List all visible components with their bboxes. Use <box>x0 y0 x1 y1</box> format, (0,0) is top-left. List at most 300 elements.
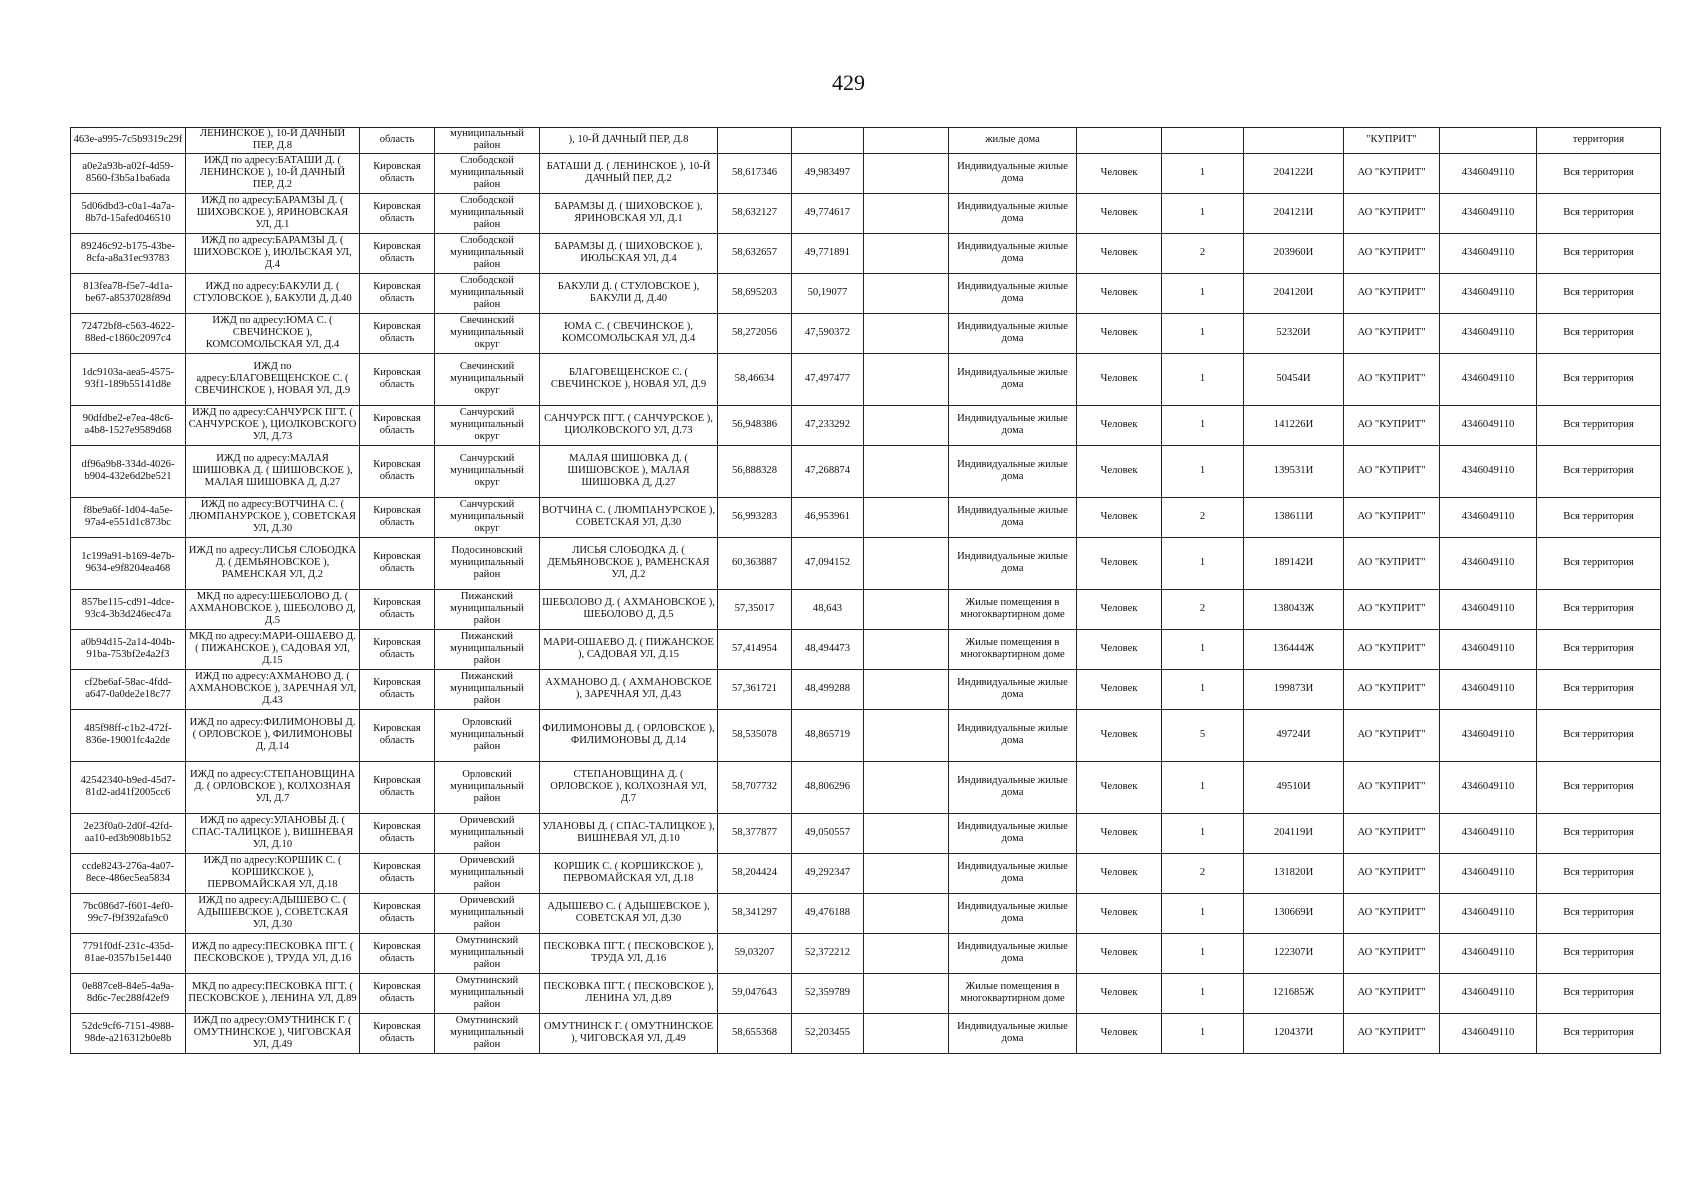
cell-qty: 1 <box>1162 669 1244 709</box>
cell-code: 189142И <box>1244 537 1344 589</box>
cell-region: Кировская область <box>360 589 435 629</box>
cell-lon: 49,476188 <box>792 893 864 933</box>
table-row <box>71 589 1661 629</box>
cell-object: ИЖД по адресу:ПЕСКОВКА ПГТ. ( ПЕСКОВСКОЕ ), ТРУДА УЛ, Д.16 <box>186 933 360 973</box>
cell-address: БЛАГОВЕЩЕНСКОЕ С. ( СВЕЧИНСКОЕ ), НОВАЯ УЛ, Д.9 <box>540 353 718 405</box>
cell-address: КОРШИК С. ( КОРШИКСКОЕ ), ПЕРВОМАЙСКАЯ УЛ, Д.18 <box>540 853 718 893</box>
cell-qty: 1 <box>1162 893 1244 933</box>
cell-region: Кировская область <box>360 193 435 233</box>
cell-qty: 1 <box>1162 629 1244 669</box>
cell-address: АДЫШЕВО С. ( АДЫШЕВСКОЕ ), СОВЕТСКАЯ УЛ, Д.30 <box>540 893 718 933</box>
registry-table <box>70 127 1661 1054</box>
cell-type: Индивидуальные жилые дома <box>949 709 1077 761</box>
cell-org: АО "КУПРИТ" <box>1344 893 1440 933</box>
cell-lat: 58,655368 <box>718 1013 792 1053</box>
cell-empty <box>864 193 949 233</box>
cell-scope: территория <box>1537 128 1661 154</box>
cell-qty: 1 <box>1162 761 1244 813</box>
cell-inn <box>1440 128 1537 154</box>
cell-lat: 57,414954 <box>718 629 792 669</box>
cell-qty: 1 <box>1162 313 1244 353</box>
cell-district: Санчурский муниципальный округ <box>435 497 540 537</box>
cell-org: АО "КУПРИТ" <box>1344 813 1440 853</box>
cell-object: ИЖД по адресу:БАТАШИ Д. ( ЛЕНИНСКОЕ ), 10-Й ДАЧНЫЙ ПЕР, Д.2 <box>186 153 360 193</box>
cell-inn: 4346049110 <box>1440 709 1537 761</box>
cell-id: 1dc9103a-aea5-4575-93f1-189b55141d8e <box>71 353 186 405</box>
cell-code: 139531И <box>1244 445 1344 497</box>
cell-id: a0e2a93b-a02f-4d59-8560-f3b5a1ba6ada <box>71 153 186 193</box>
cell-lat: 60,363887 <box>718 537 792 589</box>
cell-object: ИЖД по адресу:АДЫШЕВО С. ( АДЫШЕВСКОЕ ), СОВЕТСКАЯ УЛ, Д.30 <box>186 893 360 933</box>
cell-org: АО "КУПРИТ" <box>1344 853 1440 893</box>
cell-district: Оричевский муниципальный район <box>435 853 540 893</box>
cell-unit: Человек <box>1077 313 1162 353</box>
cell-type: Индивидуальные жилые дома <box>949 497 1077 537</box>
cell-district: Слободской муниципальный район <box>435 273 540 313</box>
cell-type: Индивидуальные жилые дома <box>949 313 1077 353</box>
cell-inn: 4346049110 <box>1440 761 1537 813</box>
cell-inn: 4346049110 <box>1440 353 1537 405</box>
table-row <box>71 233 1661 273</box>
cell-id: a0b94d15-2a14-404b-91ba-753bf2e4a2f3 <box>71 629 186 669</box>
cell-inn: 4346049110 <box>1440 1013 1537 1053</box>
cell-unit: Человек <box>1077 761 1162 813</box>
cell-scope: Вся территория <box>1537 589 1661 629</box>
cell-object: ИЖД по адресу:УЛАНОВЫ Д. ( СПАС-ТАЛИЦКОЕ ), ВИШНЕВАЯ УЛ, Д.10 <box>186 813 360 853</box>
cell-address: БАКУЛИ Д. ( СТУЛОВСКОЕ ), БАКУЛИ Д, Д.40 <box>540 273 718 313</box>
cell-id: 52dc9cf6-7151-4988-98de-a216312b0e8b <box>71 1013 186 1053</box>
cell-object: ИЖД по адресу:БАРАМЗЫ Д. ( ШИХОВСКОЕ ), ЯРИНОВСКАЯ УЛ, Д.1 <box>186 193 360 233</box>
cell-object: ИЖД по адресу:БАРАМЗЫ Д. ( ШИХОВСКОЕ ), ИЮЛЬСКАЯ УЛ, Д.4 <box>186 233 360 273</box>
cell-inn: 4346049110 <box>1440 933 1537 973</box>
cell-district: Пижанский муниципальный район <box>435 669 540 709</box>
cell-qty: 1 <box>1162 1013 1244 1053</box>
cell-type: жилые дома <box>949 128 1077 154</box>
cell-empty <box>864 761 949 813</box>
cell-scope: Вся территория <box>1537 497 1661 537</box>
cell-district: Орловский муниципальный район <box>435 709 540 761</box>
cell-district: Слободской муниципальный район <box>435 193 540 233</box>
cell-code: 50454И <box>1244 353 1344 405</box>
cell-scope: Вся территория <box>1537 669 1661 709</box>
cell-district: Оричевский муниципальный район <box>435 813 540 853</box>
cell-qty: 2 <box>1162 589 1244 629</box>
cell-org: АО "КУПРИТ" <box>1344 313 1440 353</box>
cell-unit: Человек <box>1077 153 1162 193</box>
cell-org: "КУПРИТ" <box>1344 128 1440 154</box>
cell-id: 7791f0df-231c-435d-81ae-0357b15e1440 <box>71 933 186 973</box>
cell-object: ИЖД по адресу:ФИЛИМОНОВЫ Д. ( ОРЛОВСКОЕ ), ФИЛИМОНОВЫ Д, Д.14 <box>186 709 360 761</box>
cell-district: муниципальный район <box>435 128 540 154</box>
cell-inn: 4346049110 <box>1440 629 1537 669</box>
cell-org: АО "КУПРИТ" <box>1344 709 1440 761</box>
cell-lon: 49,050557 <box>792 813 864 853</box>
cell-org: АО "КУПРИТ" <box>1344 589 1440 629</box>
cell-org: АО "КУПРИТ" <box>1344 233 1440 273</box>
cell-lon: 48,499288 <box>792 669 864 709</box>
cell-address: ЛИСЬЯ СЛОБОДКА Д. ( ДЕМЬЯНОВСКОЕ ), РАМЕНСКАЯ УЛ, Д.2 <box>540 537 718 589</box>
cell-inn: 4346049110 <box>1440 405 1537 445</box>
cell-lon: 48,806296 <box>792 761 864 813</box>
cell-object: ИЖД по адресу:ОМУТНИНСК Г. ( ОМУТНИНСКОЕ ), ЧИГОВСКАЯ УЛ, Д.49 <box>186 1013 360 1053</box>
cell-address: АХМАНОВО Д. ( АХМАНОВСКОЕ ), ЗАРЕЧНАЯ УЛ, Д.43 <box>540 669 718 709</box>
cell-id: 485f98ff-c1b2-472f-836e-19001fc4a2de <box>71 709 186 761</box>
cell-empty <box>864 405 949 445</box>
table-row <box>71 353 1661 405</box>
cell-lon: 52,372212 <box>792 933 864 973</box>
cell-address: СТЕПАНОВЩИНА Д. ( ОРЛОВСКОЕ ), КОЛХОЗНАЯ УЛ, Д.7 <box>540 761 718 813</box>
cell-type: Индивидуальные жилые дома <box>949 893 1077 933</box>
cell-code: 204122И <box>1244 153 1344 193</box>
cell-qty: 1 <box>1162 273 1244 313</box>
cell-id: 2e23f0a0-2d0f-42fd-aa10-ed3b908b1b52 <box>71 813 186 853</box>
cell-scope: Вся территория <box>1537 273 1661 313</box>
cell-lat: 58,341297 <box>718 893 792 933</box>
cell-scope: Вся территория <box>1537 973 1661 1013</box>
cell-lat: 59,03207 <box>718 933 792 973</box>
cell-code: 136444Ж <box>1244 629 1344 669</box>
cell-district: Оричевский муниципальный район <box>435 893 540 933</box>
cell-lat: 58,695203 <box>718 273 792 313</box>
cell-code: 49724И <box>1244 709 1344 761</box>
cell-empty <box>864 629 949 669</box>
cell-region: Кировская область <box>360 1013 435 1053</box>
cell-region: Кировская область <box>360 313 435 353</box>
cell-unit: Человек <box>1077 973 1162 1013</box>
cell-org: АО "КУПРИТ" <box>1344 537 1440 589</box>
cell-lat: 56,948386 <box>718 405 792 445</box>
cell-scope: Вся территория <box>1537 233 1661 273</box>
cell-code: 141226И <box>1244 405 1344 445</box>
cell-qty: 1 <box>1162 933 1244 973</box>
cell-code: 49510И <box>1244 761 1344 813</box>
cell-unit: Человек <box>1077 669 1162 709</box>
cell-object: ИЖД по адресу:ЛИСЬЯ СЛОБОДКА Д. ( ДЕМЬЯНОВСКОЕ ), РАМЕНСКАЯ УЛ, Д.2 <box>186 537 360 589</box>
cell-lat: 56,888328 <box>718 445 792 497</box>
cell-lon: 47,590372 <box>792 313 864 353</box>
cell-empty <box>864 1013 949 1053</box>
cell-empty <box>864 445 949 497</box>
cell-code: 199873И <box>1244 669 1344 709</box>
cell-lat: 58,535078 <box>718 709 792 761</box>
cell-code: 131820И <box>1244 853 1344 893</box>
cell-qty: 1 <box>1162 537 1244 589</box>
cell-object: ИЖД по адресу:ЮМА С. ( СВЕЧИНСКОЕ ), КОМСОМОЛЬСКАЯ УЛ, Д.4 <box>186 313 360 353</box>
cell-address: ФИЛИМОНОВЫ Д. ( ОРЛОВСКОЕ ), ФИЛИМОНОВЫ Д, Д.14 <box>540 709 718 761</box>
cell-unit: Человек <box>1077 537 1162 589</box>
cell-qty <box>1162 128 1244 154</box>
cell-district: Слободской муниципальный район <box>435 233 540 273</box>
cell-scope: Вся территория <box>1537 893 1661 933</box>
cell-address: ШЕБОЛОВО Д. ( АХМАНОВСКОЕ ), ШЕБОЛОВО Д, Д.5 <box>540 589 718 629</box>
cell-type: Индивидуальные жилые дома <box>949 193 1077 233</box>
cell-address: ЮМА С. ( СВЕЧИНСКОЕ ), КОМСОМОЛЬСКАЯ УЛ, Д.4 <box>540 313 718 353</box>
cell-id: cf2be6af-58ac-4fdd-a647-0a0de2e18c77 <box>71 669 186 709</box>
cell-qty: 1 <box>1162 813 1244 853</box>
cell-inn: 4346049110 <box>1440 853 1537 893</box>
cell-district: Пижанский муниципальный район <box>435 589 540 629</box>
cell-id: 89246c92-b175-43be-8cfa-a8a31ec93783 <box>71 233 186 273</box>
cell-type: Индивидуальные жилые дома <box>949 353 1077 405</box>
cell-code <box>1244 128 1344 154</box>
cell-empty <box>864 313 949 353</box>
cell-object: ИЖД по адресу:КОРШИК С. ( КОРШИКСКОЕ ), ПЕРВОМАЙСКАЯ УЛ, Д.18 <box>186 853 360 893</box>
cell-lat: 59,047643 <box>718 973 792 1013</box>
cell-lon: 47,497477 <box>792 353 864 405</box>
cell-inn: 4346049110 <box>1440 893 1537 933</box>
cell-id: 857be115-cd91-4dce-93c4-3b3d246ec47a <box>71 589 186 629</box>
cell-type: Жилые помещения в многоквартирном доме <box>949 589 1077 629</box>
cell-lon <box>792 128 864 154</box>
cell-org: АО "КУПРИТ" <box>1344 973 1440 1013</box>
cell-unit: Человек <box>1077 273 1162 313</box>
cell-lon: 49,983497 <box>792 153 864 193</box>
cell-address: ), 10-Й ДАЧНЫЙ ПЕР, Д.8 <box>540 128 718 154</box>
cell-empty <box>864 709 949 761</box>
cell-type: Индивидуальные жилые дома <box>949 405 1077 445</box>
cell-inn: 4346049110 <box>1440 497 1537 537</box>
cell-scope: Вся территория <box>1537 313 1661 353</box>
cell-object: МКД по адресу:ПЕСКОВКА ПГТ. ( ПЕСКОВСКОЕ ), ЛЕНИНА УЛ, Д.89 <box>186 973 360 1013</box>
cell-lon: 47,268874 <box>792 445 864 497</box>
cell-district: Слободской муниципальный район <box>435 153 540 193</box>
cell-district: Свечинский муниципальный округ <box>435 353 540 405</box>
cell-region: Кировская область <box>360 973 435 1013</box>
cell-region: Кировская область <box>360 893 435 933</box>
cell-id: 90dfdbe2-e7ea-48c6-a4b8-1527e9589d68 <box>71 405 186 445</box>
cell-scope: Вся территория <box>1537 629 1661 669</box>
cell-scope: Вся территория <box>1537 813 1661 853</box>
cell-lon: 48,865719 <box>792 709 864 761</box>
table-row <box>71 445 1661 497</box>
cell-id: df96a9b8-334d-4026-b904-432e6d2be521 <box>71 445 186 497</box>
cell-org: АО "КУПРИТ" <box>1344 933 1440 973</box>
cell-code: 138611И <box>1244 497 1344 537</box>
table-row <box>71 973 1661 1013</box>
cell-code: 204121И <box>1244 193 1344 233</box>
cell-id: 7bc086d7-f601-4ef0-99c7-f9f392afa9c0 <box>71 893 186 933</box>
cell-unit: Человек <box>1077 933 1162 973</box>
cell-org: АО "КУПРИТ" <box>1344 353 1440 405</box>
cell-lat: 58,46634 <box>718 353 792 405</box>
cell-org: АО "КУПРИТ" <box>1344 193 1440 233</box>
cell-address: МАЛАЯ ШИШОВКА Д. ( ШИШОВСКОЕ ), МАЛАЯ ШИШОВКА Д, Д.27 <box>540 445 718 497</box>
cell-object: ИЖД по адресу:АХМАНОВО Д. ( АХМАНОВСКОЕ ), ЗАРЕЧНАЯ УЛ, Д.43 <box>186 669 360 709</box>
cell-object: ИЖД по адресу:САНЧУРСК ПГТ. ( САНЧУРСКОЕ ), ЦИОЛКОВСКОГО УЛ, Д.73 <box>186 405 360 445</box>
cell-region: Кировская область <box>360 233 435 273</box>
cell-unit: Человек <box>1077 893 1162 933</box>
cell-scope: Вся территория <box>1537 1013 1661 1053</box>
cell-unit: Человек <box>1077 497 1162 537</box>
table-row <box>71 761 1661 813</box>
cell-qty: 2 <box>1162 497 1244 537</box>
cell-unit: Человек <box>1077 445 1162 497</box>
cell-code: 204120И <box>1244 273 1344 313</box>
cell-district: Пижанский муниципальный район <box>435 629 540 669</box>
cell-scope: Вся территория <box>1537 709 1661 761</box>
cell-region: Кировская область <box>360 813 435 853</box>
cell-empty <box>864 973 949 1013</box>
cell-lon: 49,292347 <box>792 853 864 893</box>
cell-code: 204119И <box>1244 813 1344 853</box>
cell-type: Жилые помещения в многоквартирном доме <box>949 629 1077 669</box>
table-row <box>71 128 1661 154</box>
cell-unit: Человек <box>1077 193 1162 233</box>
cell-org: АО "КУПРИТ" <box>1344 1013 1440 1053</box>
cell-lat <box>718 128 792 154</box>
cell-address: БАТАШИ Д. ( ЛЕНИНСКОЕ ), 10-Й ДАЧНЫЙ ПЕР, Д.2 <box>540 153 718 193</box>
cell-type: Индивидуальные жилые дома <box>949 153 1077 193</box>
page-number: 429 <box>832 70 865 95</box>
cell-lat: 58,204424 <box>718 853 792 893</box>
cell-lat: 58,617346 <box>718 153 792 193</box>
table-row <box>71 153 1661 193</box>
cell-object: МКД по адресу:ШЕБОЛОВО Д. ( АХМАНОВСКОЕ ), ШЕБОЛОВО Д, Д.5 <box>186 589 360 629</box>
cell-qty: 1 <box>1162 973 1244 1013</box>
cell-region: Кировская область <box>360 273 435 313</box>
cell-object: ЛЕНИНСКОЕ ), 10-Й ДАЧНЫЙ ПЕР, Д.8 <box>186 128 360 154</box>
cell-address: САНЧУРСК ПГТ. ( САНЧУРСКОЕ ), ЦИОЛКОВСКОГО УЛ, Д.73 <box>540 405 718 445</box>
cell-type: Индивидуальные жилые дома <box>949 445 1077 497</box>
cell-org: АО "КУПРИТ" <box>1344 153 1440 193</box>
table-row <box>71 893 1661 933</box>
cell-empty <box>864 353 949 405</box>
cell-qty: 1 <box>1162 445 1244 497</box>
cell-id: 72472bf8-c563-4622-88ed-c1860c2097c4 <box>71 313 186 353</box>
table-row <box>71 669 1661 709</box>
table-row <box>71 497 1661 537</box>
cell-empty <box>864 589 949 629</box>
cell-type: Жилые помещения в многоквартирном доме <box>949 973 1077 1013</box>
cell-id: ccde8243-276a-4a07-8ece-486ec5ea5834 <box>71 853 186 893</box>
cell-id: 42542340-b9ed-45d7-81d2-ad41f2005cc6 <box>71 761 186 813</box>
cell-district: Омутнинский муниципальный район <box>435 933 540 973</box>
cell-lon: 50,19077 <box>792 273 864 313</box>
cell-qty: 2 <box>1162 853 1244 893</box>
cell-org: АО "КУПРИТ" <box>1344 445 1440 497</box>
table-row <box>71 709 1661 761</box>
cell-type: Индивидуальные жилые дома <box>949 813 1077 853</box>
cell-lon: 47,233292 <box>792 405 864 445</box>
cell-type: Индивидуальные жилые дома <box>949 669 1077 709</box>
cell-object: ИЖД по адресу:БАКУЛИ Д. ( СТУЛОВСКОЕ ), БАКУЛИ Д, Д.40 <box>186 273 360 313</box>
cell-region: Кировская область <box>360 497 435 537</box>
cell-empty <box>864 893 949 933</box>
cell-code: 52320И <box>1244 313 1344 353</box>
cell-unit: Человек <box>1077 709 1162 761</box>
cell-district: Орловский муниципальный район <box>435 761 540 813</box>
cell-region: Кировская область <box>360 709 435 761</box>
cell-district: Санчурский муниципальный округ <box>435 405 540 445</box>
cell-empty <box>864 233 949 273</box>
cell-type: Индивидуальные жилые дома <box>949 1013 1077 1053</box>
cell-scope: Вся территория <box>1537 537 1661 589</box>
cell-region: Кировская область <box>360 629 435 669</box>
cell-address: ВОТЧИНА С. ( ЛЮМПАНУРСКОЕ ), СОВЕТСКАЯ УЛ, Д.30 <box>540 497 718 537</box>
cell-empty <box>864 537 949 589</box>
table-row <box>71 193 1661 233</box>
cell-scope: Вся территория <box>1537 153 1661 193</box>
cell-object: ИЖД по адресу:ВОТЧИНА С. ( ЛЮМПАНУРСКОЕ ), СОВЕТСКАЯ УЛ, Д.30 <box>186 497 360 537</box>
cell-empty <box>864 813 949 853</box>
cell-type: Индивидуальные жилые дома <box>949 233 1077 273</box>
cell-region: Кировская область <box>360 153 435 193</box>
cell-id: f8be9a6f-1d04-4a5e-97a4-e551d1c873bc <box>71 497 186 537</box>
cell-scope: Вся территория <box>1537 761 1661 813</box>
cell-unit: Человек <box>1077 1013 1162 1053</box>
cell-type: Индивидуальные жилые дома <box>949 537 1077 589</box>
cell-code: 203960И <box>1244 233 1344 273</box>
table-row <box>71 853 1661 893</box>
cell-org: АО "КУПРИТ" <box>1344 629 1440 669</box>
cell-region: Кировская область <box>360 761 435 813</box>
cell-object: ИЖД по адресу:СТЕПАНОВЩИНА Д. ( ОРЛОВСКОЕ ), КОЛХОЗНАЯ УЛ, Д.7 <box>186 761 360 813</box>
cell-district: Подосиновский муниципальный район <box>435 537 540 589</box>
cell-scope: Вся территория <box>1537 353 1661 405</box>
cell-org: АО "КУПРИТ" <box>1344 273 1440 313</box>
cell-scope: Вся территория <box>1537 445 1661 497</box>
cell-inn: 4346049110 <box>1440 193 1537 233</box>
cell-lat: 58,632127 <box>718 193 792 233</box>
cell-object: ИЖД по адресу:МАЛАЯ ШИШОВКА Д. ( ШИШОВСКОЕ ), МАЛАЯ ШИШОВКА Д, Д.27 <box>186 445 360 497</box>
cell-type: Индивидуальные жилые дома <box>949 761 1077 813</box>
cell-lon: 52,203455 <box>792 1013 864 1053</box>
cell-scope: Вся территория <box>1537 405 1661 445</box>
cell-lat: 58,632657 <box>718 233 792 273</box>
cell-org: АО "КУПРИТ" <box>1344 669 1440 709</box>
cell-empty <box>864 853 949 893</box>
table-row <box>71 273 1661 313</box>
cell-empty <box>864 497 949 537</box>
cell-empty <box>864 153 949 193</box>
table-row <box>71 313 1661 353</box>
cell-lat: 58,707732 <box>718 761 792 813</box>
cell-qty: 2 <box>1162 233 1244 273</box>
cell-org: АО "КУПРИТ" <box>1344 405 1440 445</box>
table-row <box>71 933 1661 973</box>
cell-lat: 58,272056 <box>718 313 792 353</box>
cell-region: Кировская область <box>360 445 435 497</box>
cell-lon: 48,494473 <box>792 629 864 669</box>
cell-code: 120437И <box>1244 1013 1344 1053</box>
cell-inn: 4346049110 <box>1440 669 1537 709</box>
cell-inn: 4346049110 <box>1440 537 1537 589</box>
table-row <box>71 1013 1661 1053</box>
cell-lon: 48,643 <box>792 589 864 629</box>
cell-region: Кировская область <box>360 853 435 893</box>
cell-org: АО "КУПРИТ" <box>1344 761 1440 813</box>
cell-qty: 1 <box>1162 405 1244 445</box>
cell-district: Омутнинский муниципальный район <box>435 1013 540 1053</box>
cell-unit: Человек <box>1077 813 1162 853</box>
cell-lon: 49,771891 <box>792 233 864 273</box>
cell-unit: Человек <box>1077 233 1162 273</box>
cell-lat: 57,35017 <box>718 589 792 629</box>
cell-inn: 4346049110 <box>1440 273 1537 313</box>
cell-inn: 4346049110 <box>1440 445 1537 497</box>
table-row <box>71 629 1661 669</box>
cell-type: Индивидуальные жилые дома <box>949 273 1077 313</box>
cell-scope: Вся территория <box>1537 853 1661 893</box>
cell-scope: Вся территория <box>1537 933 1661 973</box>
cell-unit: Человек <box>1077 853 1162 893</box>
cell-address: БАРАМЗЫ Д. ( ШИХОВСКОЕ ), ИЮЛЬСКАЯ УЛ, Д.4 <box>540 233 718 273</box>
cell-region: Кировская область <box>360 537 435 589</box>
cell-unit: Человек <box>1077 589 1162 629</box>
cell-inn: 4346049110 <box>1440 973 1537 1013</box>
cell-code: 122307И <box>1244 933 1344 973</box>
cell-address: ОМУТНИНСК Г. ( ОМУТНИНСКОЕ ), ЧИГОВСКАЯ УЛ, Д.49 <box>540 1013 718 1053</box>
